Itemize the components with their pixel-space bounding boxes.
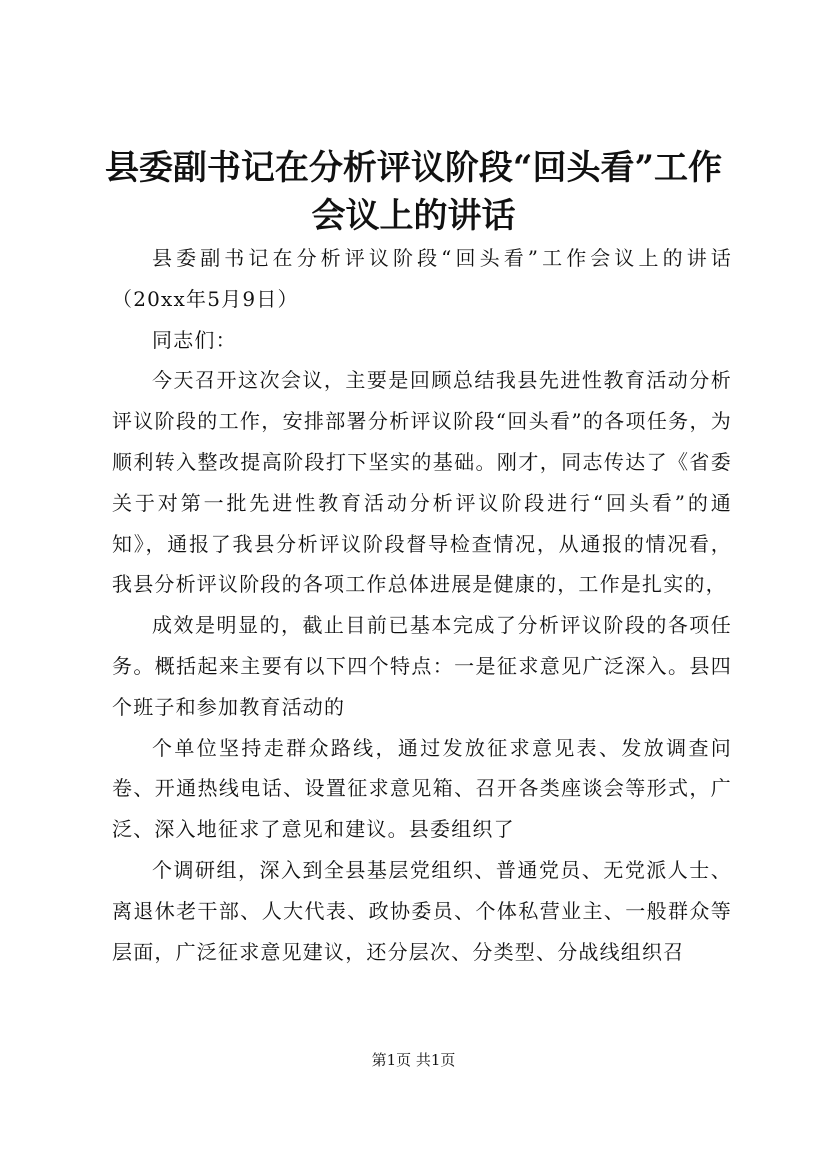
paragraph: 成效是明显的，截止目前已基本完成了分析评议阶段的各项任务。概括起来主要有以下四个特点：一是征求意见广泛深入。县四个班子和参加教育活动的 [112,613,732,719]
paragraph-salutation: 同志们： [152,327,237,352]
paragraph: 今天召开这次会议，主要是回顾总结我县先进性教育活动分析评议阶段的工作，安排部署分析评议阶段“回头看”的各项任务，为顺利转入整改提高阶段打下坚实的基础。刚才，同志传达了《省委关于对第一批先进性教育活动分析评议阶段进行“回头看”的通知》，通报了我县分析评议阶段督导检查情况，从通报的情况看，我县分析评议阶段的各项工作总体进展是健康的，工作是扎实的， [112,368,732,597]
document-body [112,238,732,972]
paragraph: 个调研组，深入到全县基层党组织、普通党员、无党派人士、离退休老干部、人大代表、政协委员、个体私营业主、一般群众等层面，广泛征求意见建议，还分层次、分类型、分战线组织召 [112,857,732,964]
paragraph: 个单位坚持走群众路线，通过发放征求意见表、发放调查问卷、开通热线电话、设置征求意见箱、召开各类座谈会等形式，广泛、深入地征求了意见和建议。县委组织了 [112,735,732,842]
page-number-footer: 第1页 共1页 [371,1051,456,1069]
paragraph-subtitle: 县委副书记在分析评议阶段“回头看”工作会议上的讲话（20xx年5月9日） [112,246,732,311]
document-title: 县委副书记在分析评议阶段“回头看”工作会议上的讲话 [104,148,723,236]
